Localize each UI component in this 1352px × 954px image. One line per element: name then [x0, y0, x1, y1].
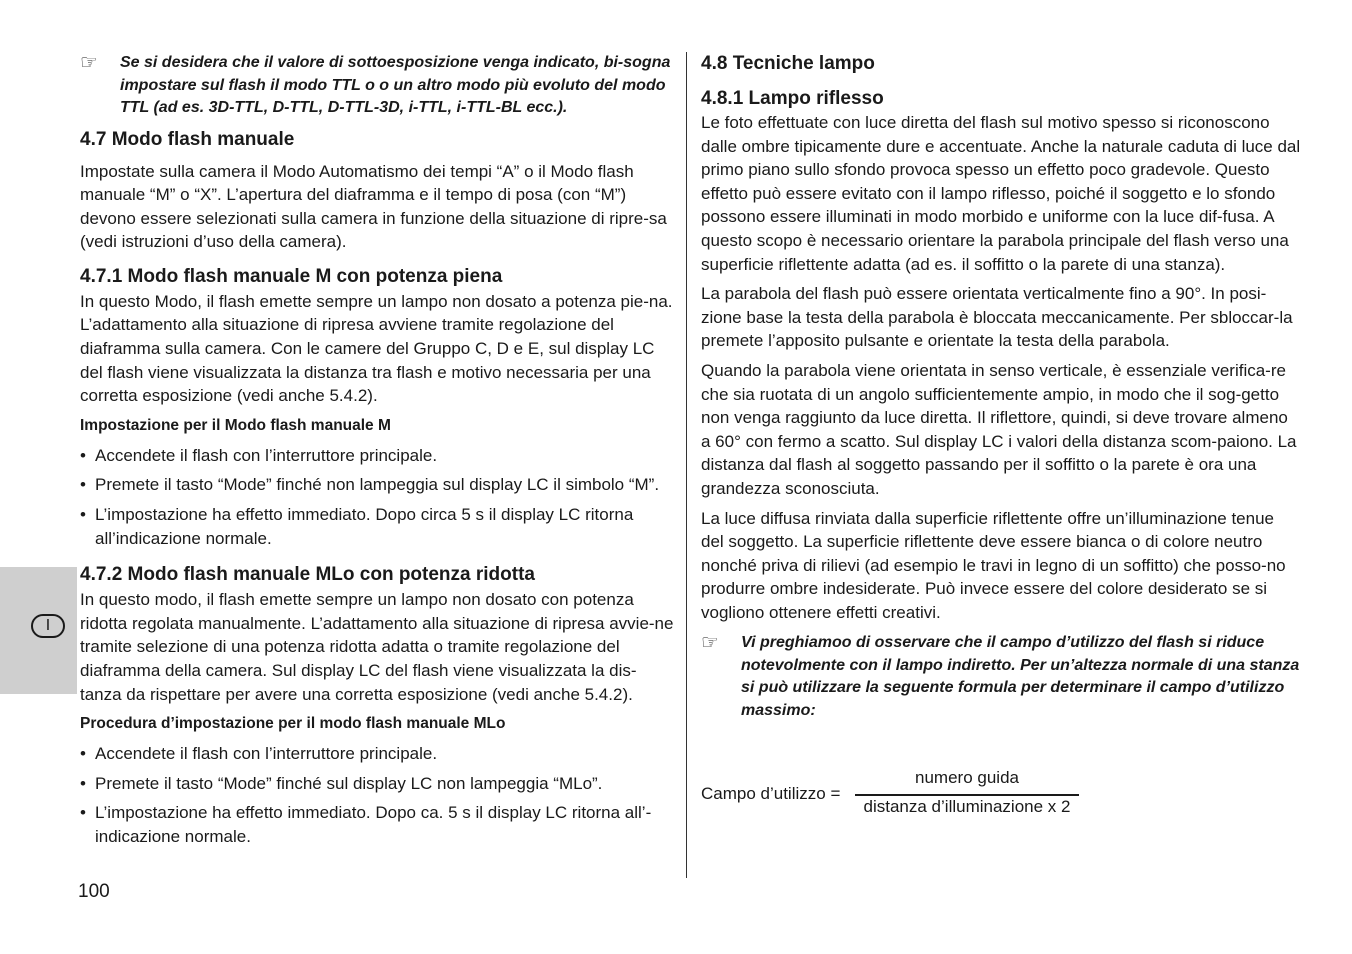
note-range	[701, 632, 1301, 722]
pointing-hand-icon: ☞	[80, 52, 98, 74]
left-column	[80, 52, 676, 849]
paragraph-bounce-4: La luce diffusa rinviata dalla superficie riflettente offre un’illuminazione tenue del soggetto. La superficie riflettente deve essere bianca o di colore neutro nonché priva di rilievi (ad esempio le travi in legno di un soffitto) che posso-no produrre ombre indesiderate. Può invece essere del colore desiderato se si vogliono ottenere effetti creativi.	[701, 508, 1286, 622]
paragraph-bounce-1: Le foto effettuate con luce diretta del flash sul motivo spesso si riconoscono dalle ombre tipicamente dure e accentuate. Anche la naturale caduta di luce dal primo piano sullo sfondo provoca spesso un effetto poco gradevole. Questo effetto può essere evitato con il lampo riflesso, poiché il soggetto e lo sfondo possono essere illuminati in modo morbido e uniforme con la luce dif-fusa. A questo scopo è necessario orientare la parabola principale del flash verso una superficie riflettente adatta (ad es. il soffitto o la parete di una stanza).	[701, 113, 1301, 274]
section-heading-4-7-1: 4.7.1 Modo flash manuale M con potenza piena	[80, 265, 503, 287]
note-text: Vi preghiamoo di osservare che il campo d’utilizzo del flash si riduce notevolmente con il lampo indiretto. Per un’altezza normale di una stanza si può utilizzare la seguente formula per determinare il campo d’utilizzo massimo:	[741, 634, 1300, 719]
formula-lhs: Campo d’utilizzo =	[701, 784, 841, 803]
subheading-setting-m: Impostazione per il Modo flash manuale M	[80, 416, 391, 434]
right-column	[701, 52, 1301, 730]
paragraph-4-7-2: In questo modo, il flash emette sempre un lampo non dosato con potenza ridotta regolata manualmente. L’adattamento alla situazione di ripresa avvie-ne tramite selezione di una potenza ridotta adatta o tramite regolazione del diaframma della camera. Sul display LC del flash viene visualizzata la dis-tanza da rispettare per avere una corretta esposizione (vedi anche 5.4.2).	[80, 590, 674, 704]
list-item: • L’impostazione ha effetto immediato. Dopo circa 5 s il display LC ritorna all’indicazione normale.	[80, 503, 676, 550]
column-divider	[686, 52, 687, 878]
pointing-hand-icon: ☞	[701, 632, 719, 655]
list-item: • Accendete il flash con l’interruttore principale.	[80, 742, 676, 766]
paragraph-4-7-1: In questo Modo, il flash emette sempre un lampo non dosato a potenza pie-na. L’adattamento alla situazione di ripresa avviene tramite regolazione del diaframma sulla camera. Con le camere del Gruppo C, D e E, sul display LC del flash viene visualizzata la distanza tra flash e motivo necessaria per una corretta esposizione (vedi anche 5.4.2).	[80, 291, 673, 406]
subheading-procedure-mlo: Procedura d’impostazione per il modo flash manuale MLo	[80, 715, 506, 733]
formula-denominator: distanza d’illuminazione x 2	[863, 797, 1071, 816]
paragraph-4-7: Impostate sulla camera il Modo Automatismo dei tempi “A” o il Modo flash manuale “M” o “X”. L’apertura del diaframma e il tempo di posa (con “M”) devono essere selezionati sulla camera in funzione della situazione di ripre-sa (vedi istruzioni d’uso della camera).	[80, 161, 667, 252]
list-item: • Premete il tasto “Mode” finché non lampeggia sul display LC il simbolo “M”.	[80, 473, 676, 497]
section-heading-4-7-2: 4.7.2 Modo flash manuale MLo con potenza ridotta	[80, 564, 535, 586]
range-formula	[701, 768, 1121, 824]
list-item: • Accendete il flash con l’interruttore principale.	[80, 444, 676, 468]
section-heading-4-8-1: 4.8.1 Lampo riflesso	[701, 88, 884, 109]
language-badge: I	[31, 614, 65, 638]
section-heading-4-7: 4.7 Modo flash manuale	[80, 128, 295, 150]
list-item: • Premete il tasto “Mode” finché sul display LC non lampeggia “MLo”.	[80, 772, 676, 796]
paragraph-bounce-2: La parabola del flash può essere orientata verticalmente fino a 90°. In posi-zione base la testa della parabola è bloccata meccanicamente. Per sbloccar-la premete l’apposito pulsante e orientate la testa della parabola.	[701, 284, 1293, 351]
note-text: Se si desidera che il valore di sottoesposizione venga indicato, bi-sogna impostare sul flash il modo TTL o o un altro modo più evoluto del modo TTL (ad es. 3D-TTL, D-TTL, D-TTL-3D, i-TTL, i-TTL-BL ecc.).	[120, 54, 671, 116]
paragraph-bounce-3: Quando la parabola viene orientata in senso verticale, è essenziale verifica-re che sia ruotata di un angolo sufficientemente ampio, in modo che il sog-getto non venga raggiunto da luce diretta. Il riflettore, quindi, si deve trovare almeno a 60° con fermo a scatto. Sul display LC i valori della distanza scom-paiono. La distanza dal flash al soggetto passando per il soffitto o la parete è ora una grandezza sconosciuta.	[701, 360, 1297, 498]
section-heading-4-8: 4.8 Tecniche lampo	[701, 53, 875, 74]
list-item: • L’impostazione ha effetto immediato. Dopo ca. 5 s il display LC ritorna all’-indicazione normale.	[80, 801, 676, 848]
fraction-bar	[855, 794, 1079, 796]
note-ttl	[80, 52, 676, 120]
page-number: 100	[78, 881, 110, 902]
formula-numerator: numero guida	[915, 768, 1019, 787]
